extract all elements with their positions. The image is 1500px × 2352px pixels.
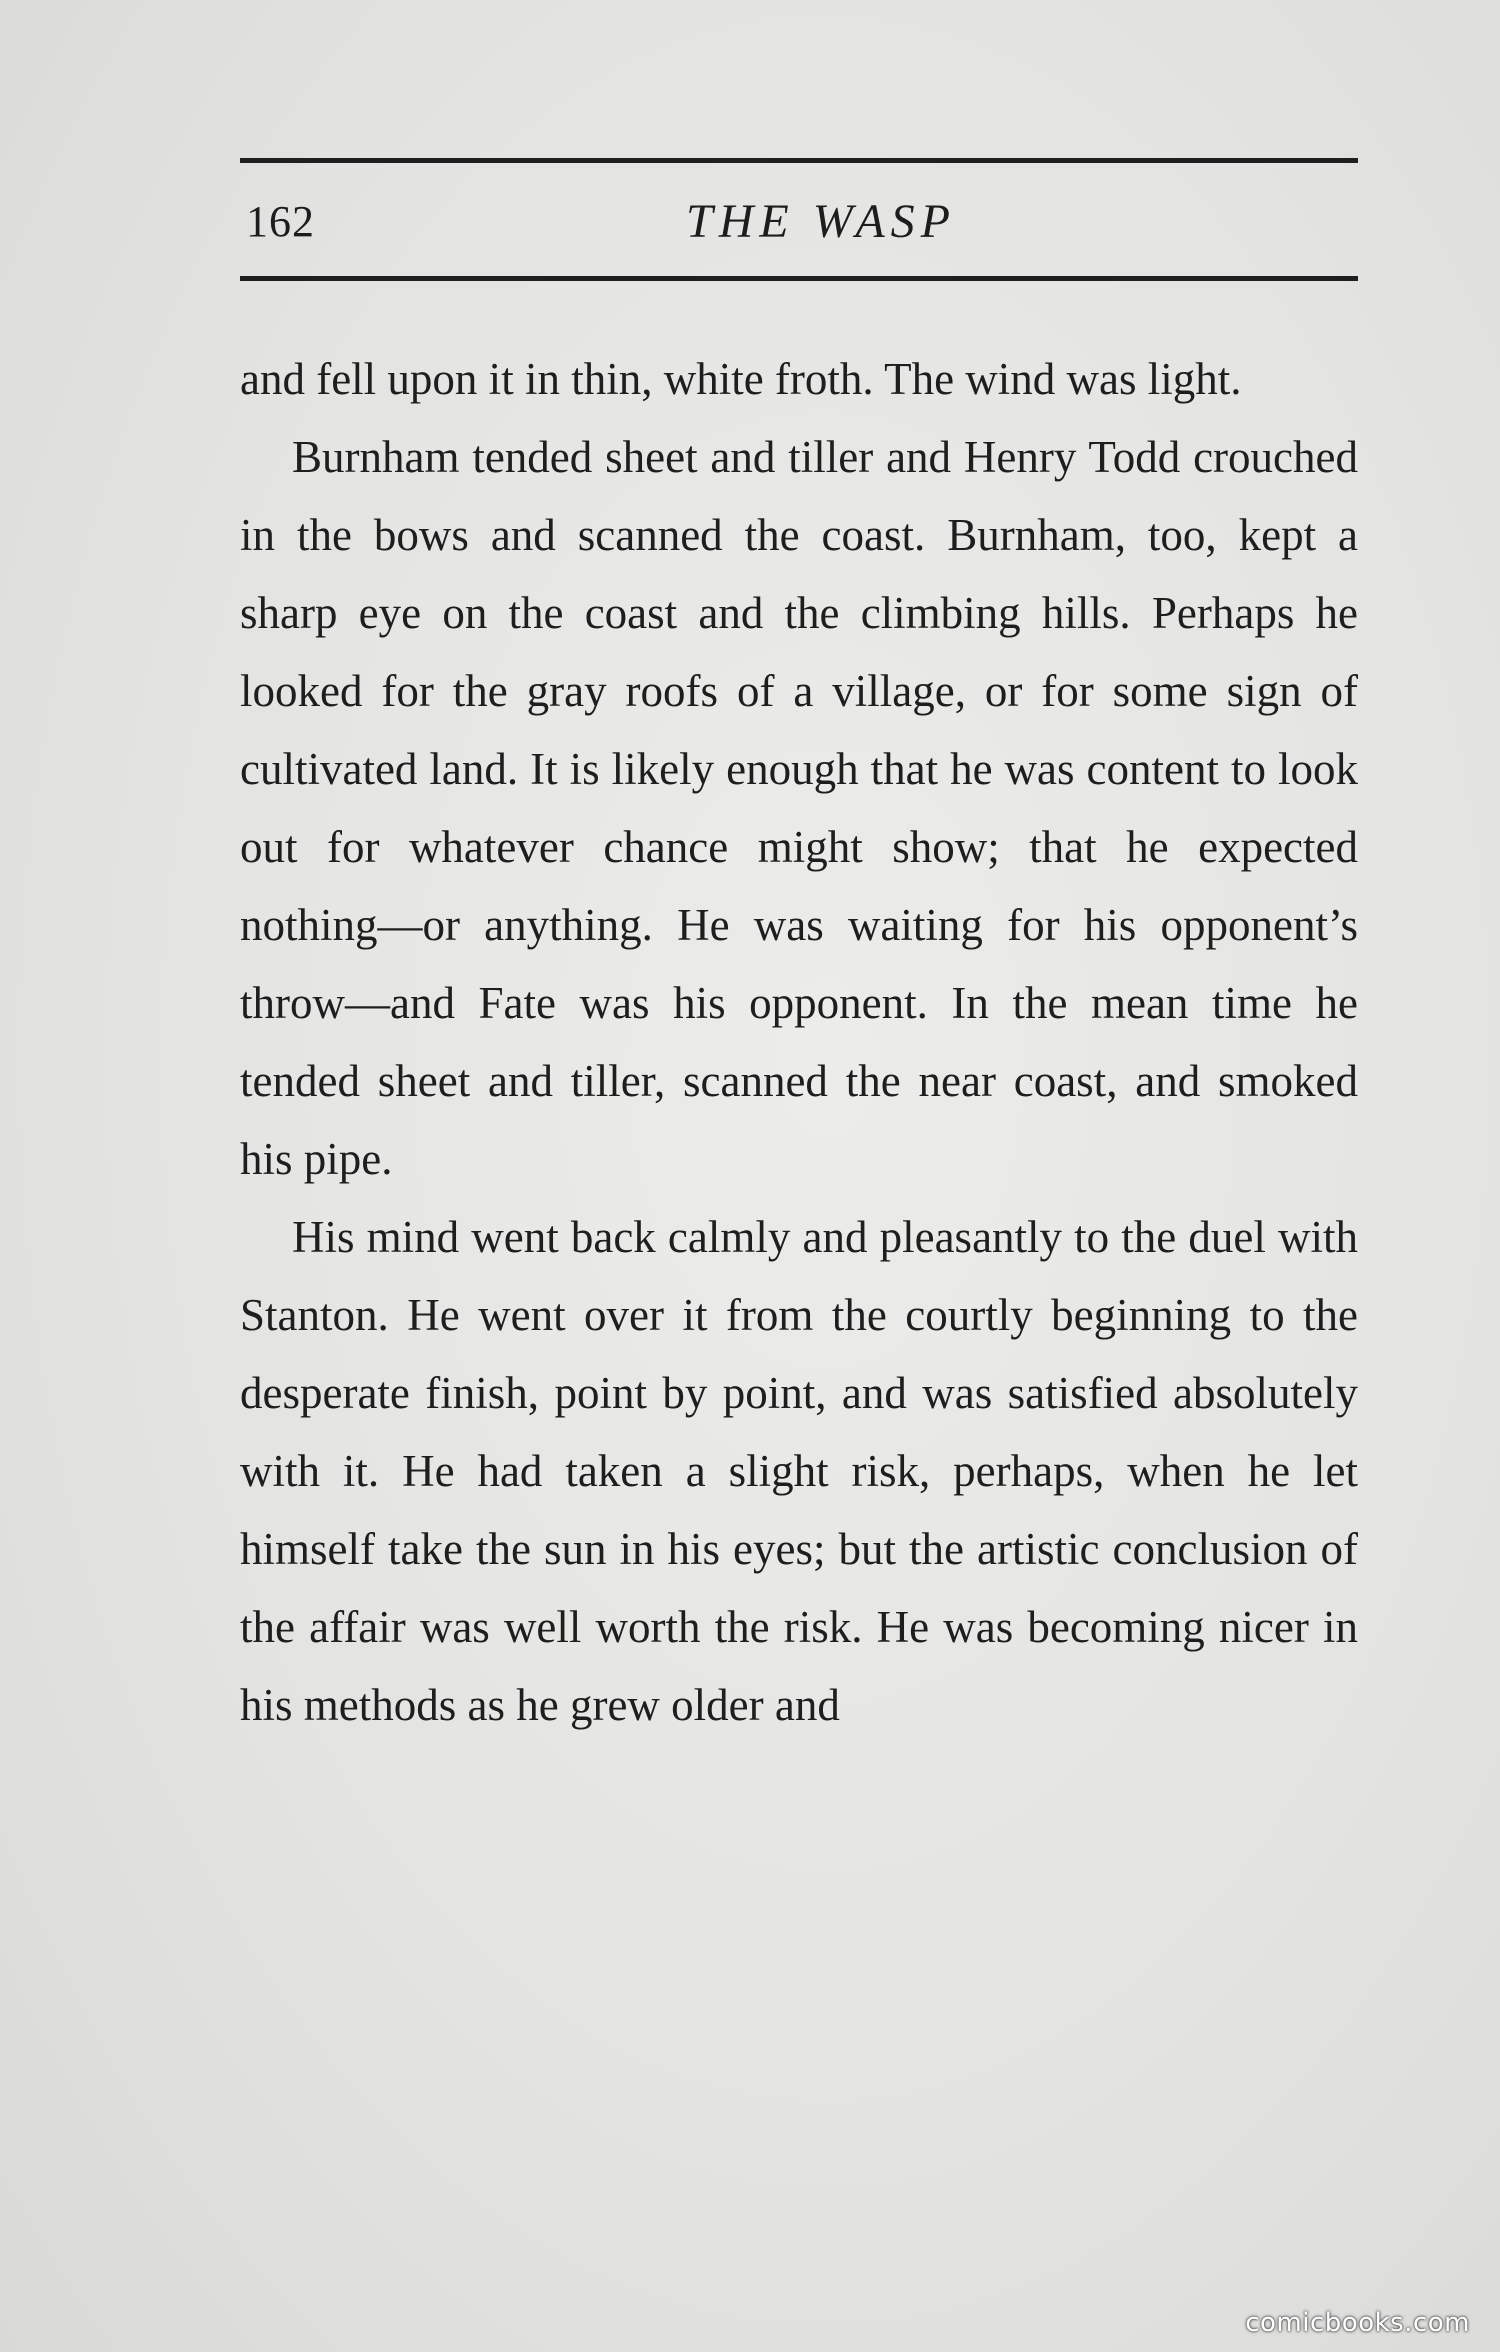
page-header: [240, 190, 1358, 250]
header-bottom-rule: [240, 276, 1358, 281]
page-number: 162: [246, 197, 315, 246]
running-title: THE WASP: [686, 195, 956, 248]
paragraph: Burnham tended sheet and tiller and Henry Todd crouched in the bows and scanned the coast. Burnham, too, kept a sharp eye on the coast and the climbing hills. Perhaps he looked for the gray roofs of a village, or for some sign of cultivated land. It is likely enough that he was content to look out for whatever chance might show; that he expected nothing—or anything. He was waiting for his opponent’s throw—and Fate was his opponent. In the mean time he tended sheet and tiller, scanned the near coast, and smoked his pipe.: [240, 432, 1358, 1184]
paragraph: His mind went back calmly and pleasantly to the duel with Stanton. He went over it from the courtly beginning to the desperate finish, point by point, and was satisfied absolutely with it. He had taken a slight risk, perhaps, when he let himself take the sun in his eyes; but the artistic conclusion of the affair was well worth the risk. He was becoming nicer in his methods as he grew older and: [240, 1212, 1358, 1730]
header-top-rule: [240, 158, 1358, 163]
body-text: [240, 340, 1358, 1744]
watermark: comicbooks.com: [1245, 2308, 1470, 2338]
paragraph-continued: and fell upon it in thin, white froth. The wind was light.: [240, 354, 1242, 404]
